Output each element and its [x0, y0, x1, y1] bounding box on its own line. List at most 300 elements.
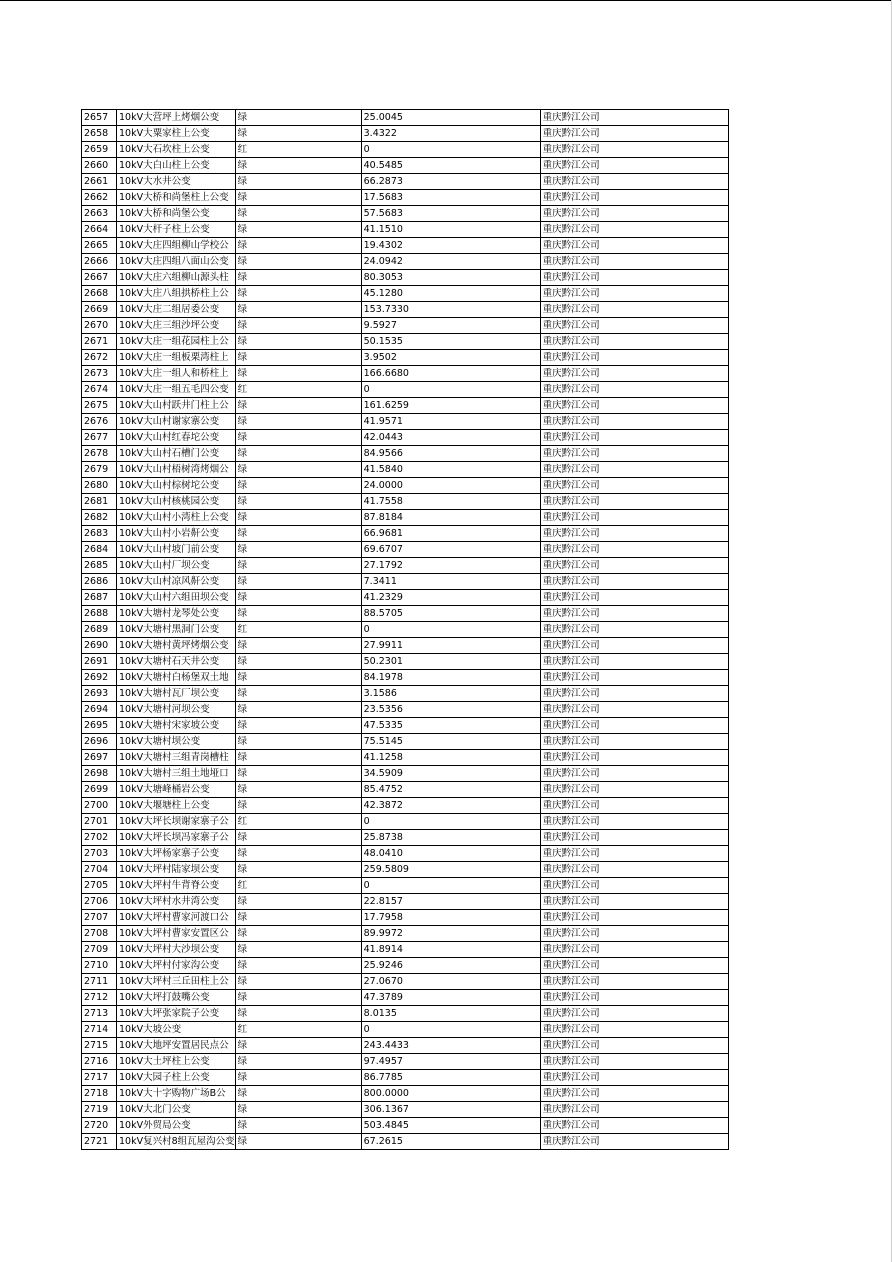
table-row — [82, 734, 729, 750]
row-id-cell: 2694 — [82, 702, 117, 718]
company-cell: 重庆黔江公司 — [540, 878, 728, 894]
value-cell: 67.2615 — [361, 1134, 540, 1150]
row-id-cell: 2690 — [82, 638, 117, 654]
company-cell: 重庆黔江公司 — [540, 542, 728, 558]
row-id-cell: 2673 — [82, 366, 117, 382]
row-id-cell: 2713 — [82, 1006, 117, 1022]
value-cell: 66.9681 — [361, 526, 540, 542]
status-cell: 绿 — [235, 990, 361, 1006]
table-row — [82, 1054, 729, 1070]
table-row — [82, 718, 729, 734]
row-id-cell: 2716 — [82, 1054, 117, 1070]
value-cell: 0 — [361, 878, 540, 894]
transformer-name-cell: 10kV大山村棕树坨公变 — [117, 478, 236, 494]
table-row — [82, 750, 729, 766]
value-cell: 0 — [361, 1022, 540, 1038]
table-row — [82, 254, 729, 270]
company-cell: 重庆黔江公司 — [540, 1086, 728, 1102]
table-row — [82, 654, 729, 670]
table-row — [82, 126, 729, 142]
transformer-name-cell: 10kV大桥和尚堡柱上公变 — [117, 190, 236, 206]
value-cell: 41.2329 — [361, 590, 540, 606]
company-cell: 重庆黔江公司 — [540, 606, 728, 622]
table-row — [82, 414, 729, 430]
value-cell: 19.4302 — [361, 238, 540, 254]
status-cell: 绿 — [235, 206, 361, 222]
transformer-name-cell: 10kV大山村梧树湾烤烟公 — [117, 462, 236, 478]
value-cell: 23.5356 — [361, 702, 540, 718]
value-cell: 47.5335 — [361, 718, 540, 734]
table-row — [82, 878, 729, 894]
value-cell: 75.5145 — [361, 734, 540, 750]
value-cell: 80.3053 — [361, 270, 540, 286]
data-table — [81, 109, 729, 1150]
company-cell: 重庆黔江公司 — [540, 798, 728, 814]
company-cell: 重庆黔江公司 — [540, 1118, 728, 1134]
row-id-cell: 2681 — [82, 494, 117, 510]
value-cell: 24.0942 — [361, 254, 540, 270]
transformer-name-cell: 10kV大山村核桃园公变 — [117, 494, 236, 510]
status-cell: 绿 — [235, 862, 361, 878]
row-id-cell: 2709 — [82, 942, 117, 958]
row-id-cell: 2663 — [82, 206, 117, 222]
table-row — [82, 110, 729, 126]
table-row — [82, 542, 729, 558]
status-cell: 绿 — [235, 478, 361, 494]
row-id-cell: 2692 — [82, 670, 117, 686]
company-cell: 重庆黔江公司 — [540, 670, 728, 686]
status-cell: 绿 — [235, 894, 361, 910]
table-row — [82, 302, 729, 318]
transformer-name-cell: 10kV大土坪柱上公变 — [117, 1054, 236, 1070]
company-cell: 重庆黔江公司 — [540, 366, 728, 382]
company-cell: 重庆黔江公司 — [540, 1022, 728, 1038]
value-cell: 0 — [361, 382, 540, 398]
row-id-cell: 2698 — [82, 766, 117, 782]
value-cell: 306.1367 — [361, 1102, 540, 1118]
status-cell: 红 — [235, 382, 361, 398]
value-cell: 17.7958 — [361, 910, 540, 926]
row-id-cell: 2721 — [82, 1134, 117, 1150]
row-id-cell: 2699 — [82, 782, 117, 798]
transformer-name-cell: 10kV大庄一组花园柱上公 — [117, 334, 236, 350]
row-id-cell: 2664 — [82, 222, 117, 238]
table-row — [82, 174, 729, 190]
company-cell: 重庆黔江公司 — [540, 686, 728, 702]
table-row — [82, 766, 729, 782]
table-row — [82, 190, 729, 206]
table-row — [82, 526, 729, 542]
transformer-name-cell: 10kV大庄四组八面山公变 — [117, 254, 236, 270]
company-cell: 重庆黔江公司 — [540, 622, 728, 638]
value-cell: 3.1586 — [361, 686, 540, 702]
company-cell: 重庆黔江公司 — [540, 254, 728, 270]
table-row — [82, 1118, 729, 1134]
status-cell: 绿 — [235, 1038, 361, 1054]
row-id-cell: 2660 — [82, 158, 117, 174]
status-cell: 绿 — [235, 526, 361, 542]
table-row — [82, 158, 729, 174]
company-cell: 重庆黔江公司 — [540, 382, 728, 398]
transformer-name-cell: 10kV大白山柱上公变 — [117, 158, 236, 174]
company-cell: 重庆黔江公司 — [540, 430, 728, 446]
row-id-cell: 2669 — [82, 302, 117, 318]
company-cell: 重庆黔江公司 — [540, 302, 728, 318]
company-cell: 重庆黔江公司 — [540, 1070, 728, 1086]
transformer-name-cell: 10kV大坪村陆家坝公变 — [117, 862, 236, 878]
table-row — [82, 974, 729, 990]
value-cell: 84.9566 — [361, 446, 540, 462]
company-cell: 重庆黔江公司 — [540, 958, 728, 974]
value-cell: 503.4845 — [361, 1118, 540, 1134]
table-row — [82, 1006, 729, 1022]
value-cell: 800.0000 — [361, 1086, 540, 1102]
status-cell: 绿 — [235, 222, 361, 238]
status-cell: 绿 — [235, 670, 361, 686]
row-id-cell: 2703 — [82, 846, 117, 862]
status-cell: 绿 — [235, 830, 361, 846]
status-cell: 绿 — [235, 574, 361, 590]
table-row — [82, 1102, 729, 1118]
table-row — [82, 942, 729, 958]
transformer-name-cell: 10kV大桥和尚堡公变 — [117, 206, 236, 222]
company-cell: 重庆黔江公司 — [540, 110, 728, 126]
transformer-name-cell: 10kV大石坎柱上公变 — [117, 142, 236, 158]
status-cell: 绿 — [235, 1006, 361, 1022]
status-cell: 绿 — [235, 318, 361, 334]
status-cell: 绿 — [235, 542, 361, 558]
transformer-name-cell: 10kV大水井公变 — [117, 174, 236, 190]
status-cell: 绿 — [235, 798, 361, 814]
transformer-name-cell: 10kV外贸局公变 — [117, 1118, 236, 1134]
status-cell: 绿 — [235, 1102, 361, 1118]
transformer-name-cell: 10kV大庄三组沙坪公变 — [117, 318, 236, 334]
company-cell: 重庆黔江公司 — [540, 846, 728, 862]
value-cell: 41.1258 — [361, 750, 540, 766]
status-cell: 绿 — [235, 846, 361, 862]
company-cell: 重庆黔江公司 — [540, 558, 728, 574]
transformer-name-cell: 10kV大庄六组柳山源头柱 — [117, 270, 236, 286]
value-cell: 84.1978 — [361, 670, 540, 686]
status-cell: 绿 — [235, 110, 361, 126]
table-row — [82, 398, 729, 414]
value-cell: 41.5840 — [361, 462, 540, 478]
value-cell: 69.6707 — [361, 542, 540, 558]
value-cell: 85.4752 — [361, 782, 540, 798]
transformer-name-cell: 10kV大塘村黑洞门公变 — [117, 622, 236, 638]
transformer-name-cell: 10kV复兴村8组瓦屋沟公变 — [117, 1134, 236, 1150]
value-cell: 41.1510 — [361, 222, 540, 238]
company-cell: 重庆黔江公司 — [540, 1134, 728, 1150]
company-cell: 重庆黔江公司 — [540, 702, 728, 718]
row-id-cell: 2679 — [82, 462, 117, 478]
table-row — [82, 958, 729, 974]
row-id-cell: 2685 — [82, 558, 117, 574]
company-cell: 重庆黔江公司 — [540, 526, 728, 542]
company-cell: 重庆黔江公司 — [540, 942, 728, 958]
value-cell: 27.0670 — [361, 974, 540, 990]
company-cell: 重庆黔江公司 — [540, 654, 728, 670]
page-top-border — [0, 0, 892, 1]
row-id-cell: 2671 — [82, 334, 117, 350]
table-row — [82, 462, 729, 478]
row-id-cell: 2677 — [82, 430, 117, 446]
company-cell: 重庆黔江公司 — [540, 766, 728, 782]
row-id-cell: 2675 — [82, 398, 117, 414]
table-row — [82, 798, 729, 814]
row-id-cell: 2684 — [82, 542, 117, 558]
row-id-cell: 2682 — [82, 510, 117, 526]
row-id-cell: 2680 — [82, 478, 117, 494]
status-cell: 绿 — [235, 958, 361, 974]
table-row — [82, 894, 729, 910]
status-cell: 绿 — [235, 366, 361, 382]
transformer-name-cell: 10kV大坪打鼓嘴公变 — [117, 990, 236, 1006]
status-cell: 绿 — [235, 302, 361, 318]
table-row — [82, 478, 729, 494]
table-row — [82, 510, 729, 526]
status-cell: 红 — [235, 142, 361, 158]
company-cell: 重庆黔江公司 — [540, 574, 728, 590]
value-cell: 50.1535 — [361, 334, 540, 350]
status-cell: 绿 — [235, 606, 361, 622]
transformer-name-cell: 10kV大坪长坝谢家寨子公 — [117, 814, 236, 830]
status-cell: 绿 — [235, 414, 361, 430]
table-row — [82, 1134, 729, 1150]
table-row — [82, 430, 729, 446]
value-cell: 45.1280 — [361, 286, 540, 302]
table-row — [82, 846, 729, 862]
transformer-name-cell: 10kV大坪村大沙坝公变 — [117, 942, 236, 958]
transformer-name-cell: 10kV大山村厂坝公变 — [117, 558, 236, 574]
row-id-cell: 2672 — [82, 350, 117, 366]
value-cell: 25.9246 — [361, 958, 540, 974]
status-cell: 绿 — [235, 270, 361, 286]
status-cell: 绿 — [235, 334, 361, 350]
row-id-cell: 2717 — [82, 1070, 117, 1086]
value-cell: 88.5705 — [361, 606, 540, 622]
value-cell: 17.5683 — [361, 190, 540, 206]
transformer-name-cell: 10kV大地坪安置居民点公 — [117, 1038, 236, 1054]
table-row — [82, 590, 729, 606]
transformer-name-cell: 10kV大庄一组板栗湾柱上 — [117, 350, 236, 366]
company-cell: 重庆黔江公司 — [540, 142, 728, 158]
status-cell: 绿 — [235, 430, 361, 446]
value-cell: 41.7558 — [361, 494, 540, 510]
company-cell: 重庆黔江公司 — [540, 158, 728, 174]
transformer-name-cell: 10kV大塘村坝公变 — [117, 734, 236, 750]
table-row — [82, 606, 729, 622]
transformer-name-cell: 10kV大塘村三组青岗槽柱 — [117, 750, 236, 766]
row-id-cell: 2674 — [82, 382, 117, 398]
value-cell: 86.7785 — [361, 1070, 540, 1086]
value-cell: 40.5485 — [361, 158, 540, 174]
transformer-name-cell: 10kV大杆子柱上公变 — [117, 222, 236, 238]
transformer-name-cell: 10kV大坪杨家寨子公变 — [117, 846, 236, 862]
value-cell: 27.9911 — [361, 638, 540, 654]
value-cell: 0 — [361, 142, 540, 158]
transformer-name-cell: 10kV大堰塘柱上公变 — [117, 798, 236, 814]
status-cell: 绿 — [235, 494, 361, 510]
value-cell: 87.8184 — [361, 510, 540, 526]
transformer-name-cell: 10kV大坪村牛背脊公变 — [117, 878, 236, 894]
company-cell: 重庆黔江公司 — [540, 1038, 728, 1054]
row-id-cell: 2688 — [82, 606, 117, 622]
table-row — [82, 686, 729, 702]
value-cell: 259.5809 — [361, 862, 540, 878]
company-cell: 重庆黔江公司 — [540, 350, 728, 366]
transformer-name-cell: 10kV大坪村三丘田柱上公 — [117, 974, 236, 990]
transformer-name-cell: 10kV大山村小湾柱上公变 — [117, 510, 236, 526]
company-cell: 重庆黔江公司 — [540, 830, 728, 846]
table-row — [82, 270, 729, 286]
company-cell: 重庆黔江公司 — [540, 590, 728, 606]
value-cell: 9.5927 — [361, 318, 540, 334]
table-row — [82, 1070, 729, 1086]
status-cell: 绿 — [235, 558, 361, 574]
row-id-cell: 2662 — [82, 190, 117, 206]
status-cell: 绿 — [235, 766, 361, 782]
transformer-name-cell: 10kV大塘村瓦厂坝公变 — [117, 686, 236, 702]
transformer-name-cell: 10kV大北门公变 — [117, 1102, 236, 1118]
transformer-name-cell: 10kV大塘村三组土地垭口 — [117, 766, 236, 782]
status-cell: 绿 — [235, 702, 361, 718]
row-id-cell: 2665 — [82, 238, 117, 254]
status-cell: 绿 — [235, 1054, 361, 1070]
row-id-cell: 2702 — [82, 830, 117, 846]
row-id-cell: 2719 — [82, 1102, 117, 1118]
company-cell: 重庆黔江公司 — [540, 734, 728, 750]
status-cell: 绿 — [235, 734, 361, 750]
company-cell: 重庆黔江公司 — [540, 174, 728, 190]
value-cell: 0 — [361, 622, 540, 638]
table-row — [82, 350, 729, 366]
row-id-cell: 2708 — [82, 926, 117, 942]
table-row — [82, 1038, 729, 1054]
transformer-name-cell: 10kV大十字购物广场B公 — [117, 1086, 236, 1102]
table-row — [82, 622, 729, 638]
row-id-cell: 2657 — [82, 110, 117, 126]
status-cell: 绿 — [235, 718, 361, 734]
value-cell: 66.2873 — [361, 174, 540, 190]
company-cell: 重庆黔江公司 — [540, 190, 728, 206]
value-cell: 243.4433 — [361, 1038, 540, 1054]
value-cell: 48.0410 — [361, 846, 540, 862]
status-cell: 绿 — [235, 238, 361, 254]
company-cell: 重庆黔江公司 — [540, 814, 728, 830]
value-cell: 22.8157 — [361, 894, 540, 910]
transformer-name-cell: 10kV大塘村龙琴处公变 — [117, 606, 236, 622]
status-cell: 红 — [235, 878, 361, 894]
row-id-cell: 2704 — [82, 862, 117, 878]
company-cell: 重庆黔江公司 — [540, 750, 728, 766]
row-id-cell: 2691 — [82, 654, 117, 670]
status-cell: 绿 — [235, 686, 361, 702]
transformer-name-cell: 10kV大营坪上烤烟公变 — [117, 110, 236, 126]
status-cell: 绿 — [235, 190, 361, 206]
transformer-name-cell: 10kV大山村谢家寨公变 — [117, 414, 236, 430]
transformer-name-cell: 10kV大山村六组田坝公变 — [117, 590, 236, 606]
table-row — [82, 574, 729, 590]
company-cell: 重庆黔江公司 — [540, 478, 728, 494]
value-cell: 7.3411 — [361, 574, 540, 590]
transformer-name-cell: 10kV大粟家柱上公变 — [117, 126, 236, 142]
status-cell: 绿 — [235, 446, 361, 462]
row-id-cell: 2661 — [82, 174, 117, 190]
transformer-name-cell: 10kV大山村凉风鼾公变 — [117, 574, 236, 590]
transformer-name-cell: 10kV大庄一组人和桥柱上 — [117, 366, 236, 382]
status-cell: 绿 — [235, 398, 361, 414]
value-cell: 97.4957 — [361, 1054, 540, 1070]
value-cell: 41.9571 — [361, 414, 540, 430]
row-id-cell: 2715 — [82, 1038, 117, 1054]
row-id-cell: 2676 — [82, 414, 117, 430]
table-row — [82, 990, 729, 1006]
value-cell: 57.5683 — [361, 206, 540, 222]
company-cell: 重庆黔江公司 — [540, 510, 728, 526]
value-cell: 161.6259 — [361, 398, 540, 414]
value-cell: 42.3872 — [361, 798, 540, 814]
status-cell: 红 — [235, 814, 361, 830]
table-row — [82, 670, 729, 686]
row-id-cell: 2697 — [82, 750, 117, 766]
company-cell: 重庆黔江公司 — [540, 334, 728, 350]
company-cell: 重庆黔江公司 — [540, 270, 728, 286]
status-cell: 绿 — [235, 1070, 361, 1086]
transformer-name-cell: 10kV大坪村曹家安置区公 — [117, 926, 236, 942]
status-cell: 绿 — [235, 750, 361, 766]
company-cell: 重庆黔江公司 — [540, 286, 728, 302]
value-cell: 50.2301 — [361, 654, 540, 670]
row-id-cell: 2705 — [82, 878, 117, 894]
value-cell: 0 — [361, 814, 540, 830]
row-id-cell: 2711 — [82, 974, 117, 990]
row-id-cell: 2700 — [82, 798, 117, 814]
transformer-name-cell: 10kV大坪村曹家河渡口公 — [117, 910, 236, 926]
status-cell: 绿 — [235, 782, 361, 798]
status-cell: 红 — [235, 622, 361, 638]
row-id-cell: 2666 — [82, 254, 117, 270]
company-cell: 重庆黔江公司 — [540, 1006, 728, 1022]
row-id-cell: 2683 — [82, 526, 117, 542]
status-cell: 绿 — [235, 286, 361, 302]
table-row — [82, 782, 729, 798]
table-row — [82, 1022, 729, 1038]
status-cell: 绿 — [235, 974, 361, 990]
table-row — [82, 238, 729, 254]
company-cell: 重庆黔江公司 — [540, 894, 728, 910]
transformer-name-cell: 10kV大坡公变 — [117, 1022, 236, 1038]
value-cell: 34.5909 — [361, 766, 540, 782]
company-cell: 重庆黔江公司 — [540, 862, 728, 878]
row-id-cell: 2687 — [82, 590, 117, 606]
value-cell: 3.9502 — [361, 350, 540, 366]
table-row — [82, 926, 729, 942]
status-cell: 绿 — [235, 1134, 361, 1150]
table-row — [82, 1086, 729, 1102]
transformer-name-cell: 10kV大塘村黄坪烤烟公变 — [117, 638, 236, 654]
value-cell: 42.0443 — [361, 430, 540, 446]
table-row — [82, 142, 729, 158]
table-body — [82, 110, 729, 1150]
value-cell: 25.0045 — [361, 110, 540, 126]
table-row — [82, 702, 729, 718]
status-cell: 绿 — [235, 590, 361, 606]
row-id-cell: 2714 — [82, 1022, 117, 1038]
status-cell: 绿 — [235, 942, 361, 958]
table-row — [82, 366, 729, 382]
status-cell: 红 — [235, 1022, 361, 1038]
